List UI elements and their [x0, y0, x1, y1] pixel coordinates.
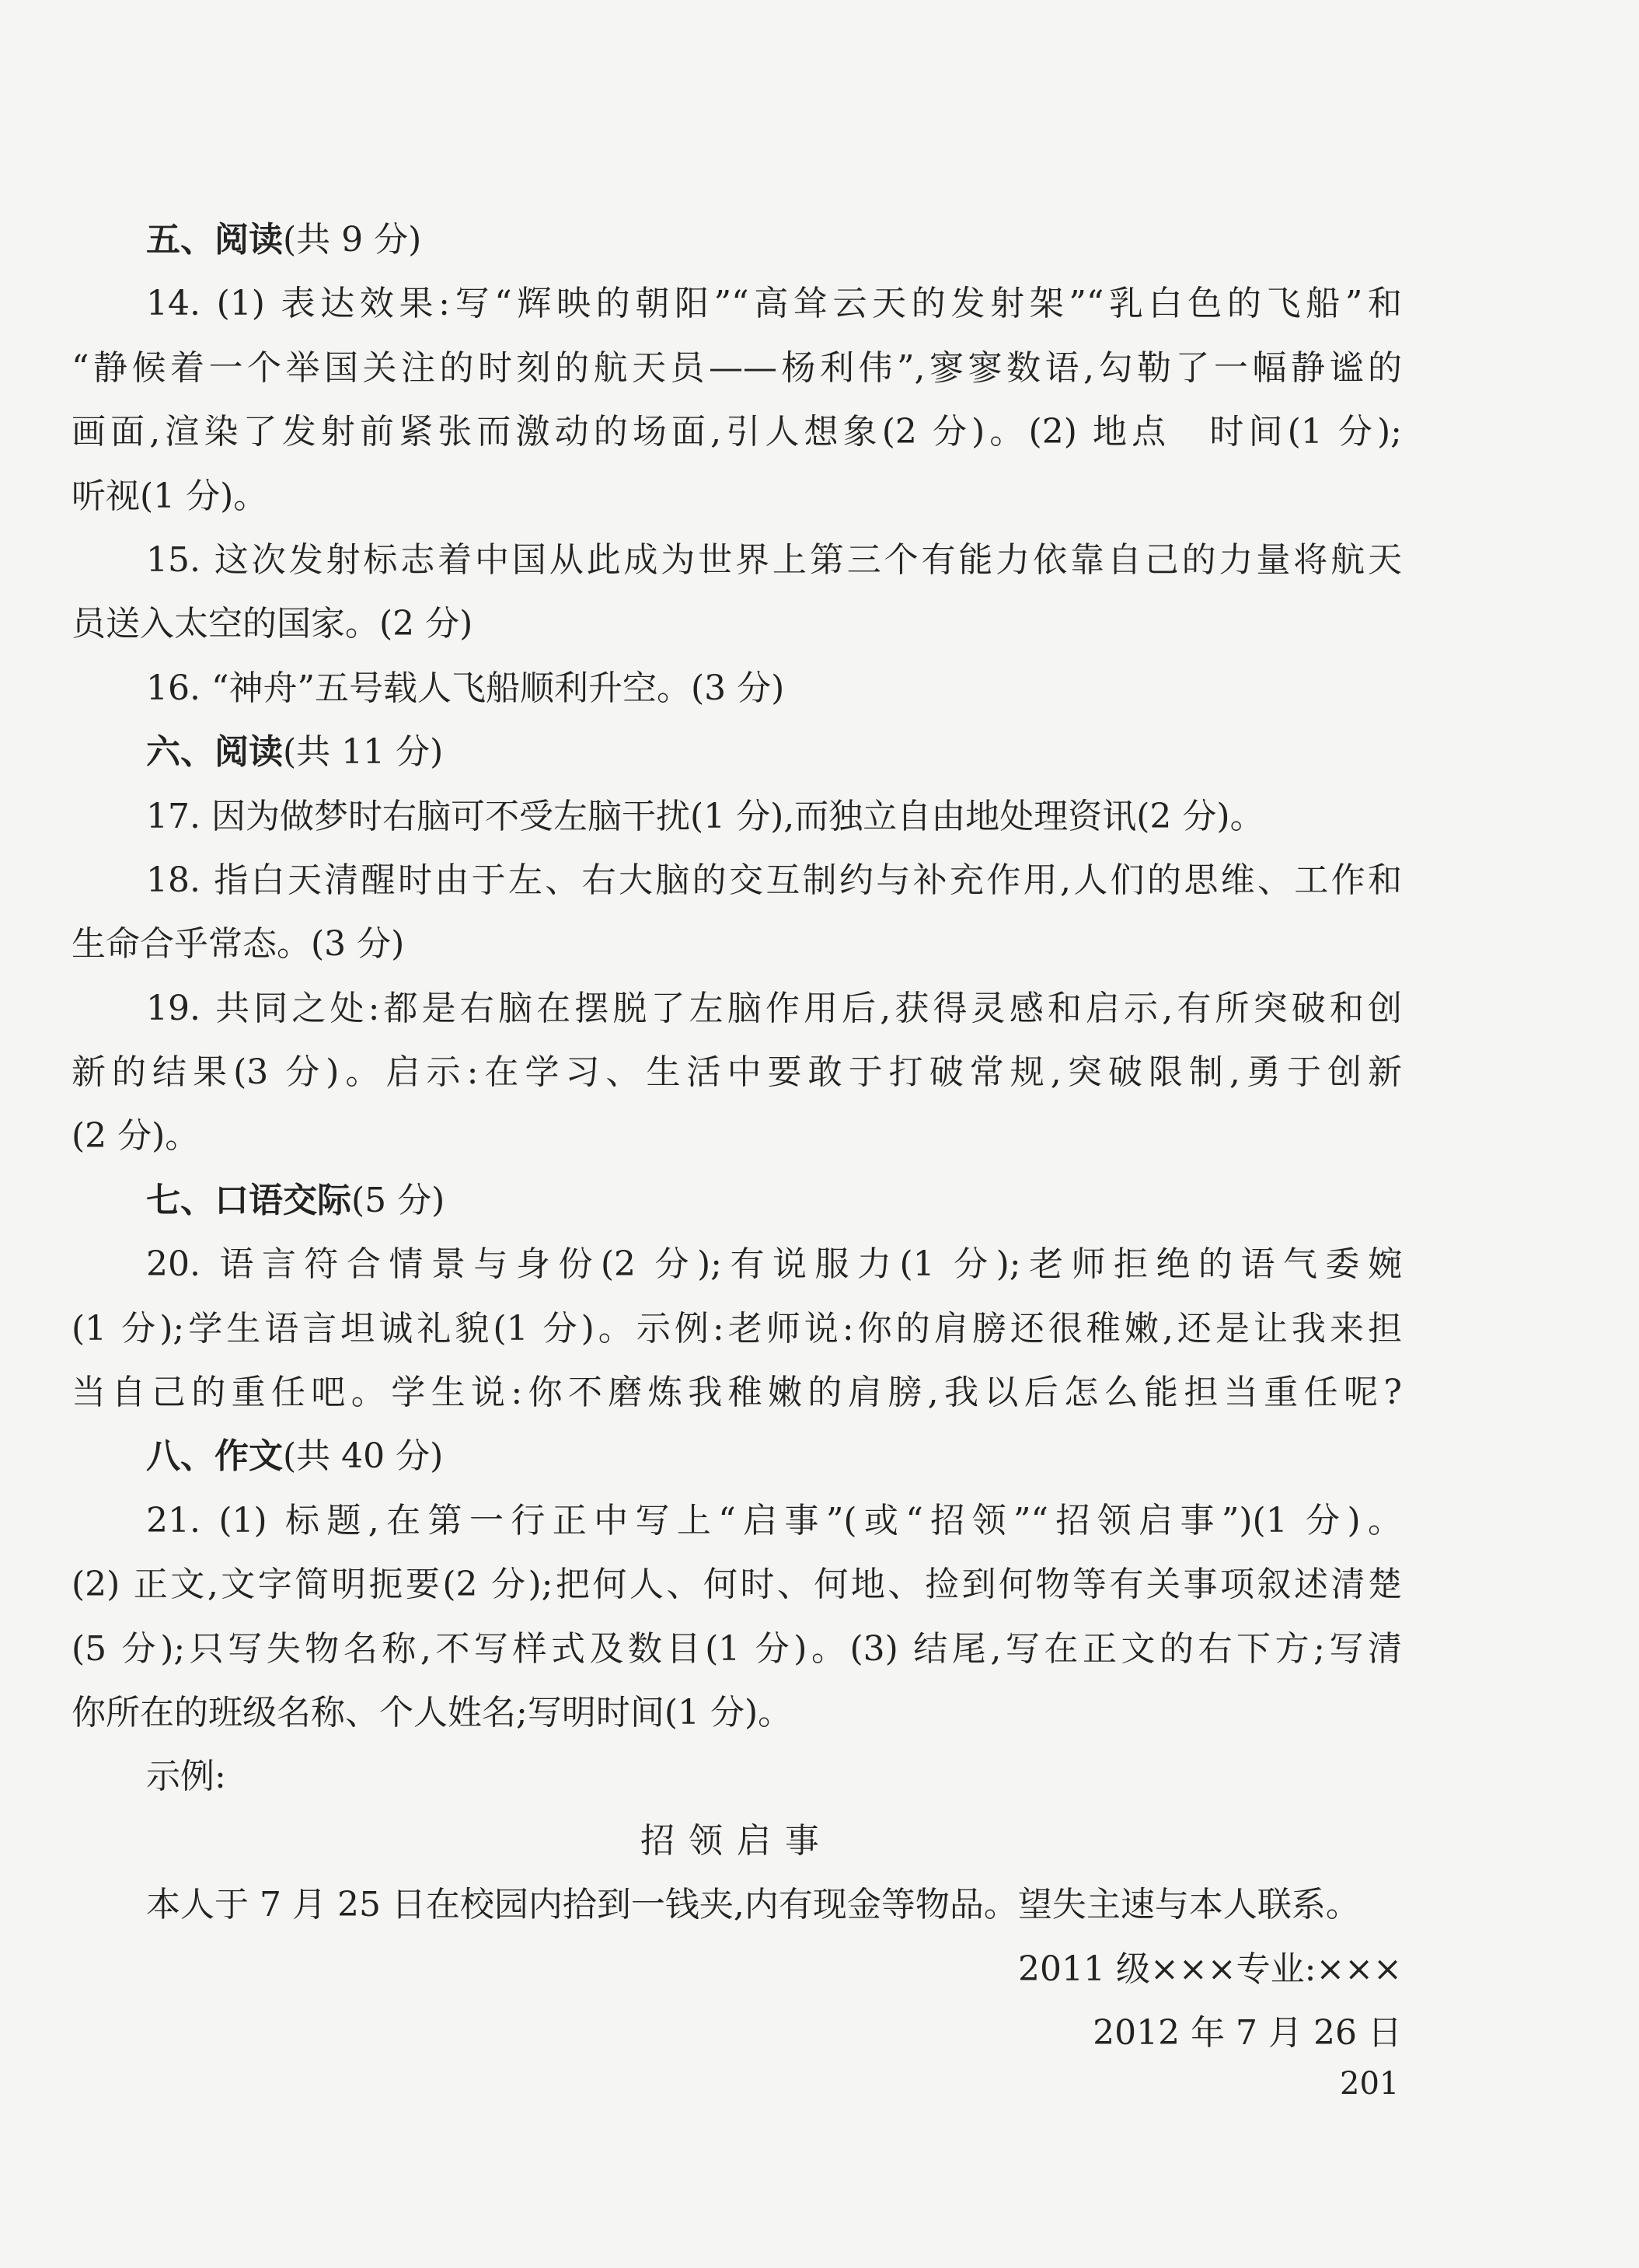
answer-line: 员送入太空的国家。(2 分) [71, 604, 473, 644]
answer-line: “静候着一个举国关注的时刻的航天员——杨利伟”,寥寥数语,勾勒了一幅静谧的 [71, 347, 1402, 388]
section-heading-5 [71, 208, 1402, 272]
answer-line: (1 分);学生语言坦诚礼貌(1 分)。示例:老师说:你的肩膀还很稚嫩,还是让我来担 [71, 1308, 1402, 1349]
answer-line: 听视(1 分)。 [71, 476, 268, 516]
answer-line: 20. 语言符合情景与身份(2 分);有说服力(1 分);老师拒绝的语气委婉 [146, 1244, 1402, 1285]
section-title: 七、口语交际 [146, 1180, 351, 1220]
answer-line: 新的结果(3 分)。启示:在学习、生活中要敢于打破常规,突破限制,勇于创新 [71, 1052, 1402, 1093]
answer-line: (5 分);只写失物名称,不写样式及数目(1 分)。(3) 结尾,写在正文的右下方;写清 [71, 1628, 1402, 1669]
answer-line: 你所在的班级名称、个人姓名;写明时间(1 分)。 [71, 1692, 793, 1732]
answer-line: 15. 这次发射标志着中国从此成为世界上第三个有能力依靠自己的力量将航天 [146, 539, 1402, 580]
section-heading-8 [71, 1425, 1402, 1488]
answer-content [71, 208, 1402, 2065]
section-heading-6 [71, 721, 1402, 784]
section-title: 六、阅读 [146, 732, 283, 773]
answer-line: 14. (1) 表达效果:写“辉映的朝阳”“高耸云天的发射架”“乳白色的飞船”和 [146, 284, 1402, 324]
section-points: (5 分) [351, 1180, 445, 1220]
section-points: (共 40 分) [283, 1436, 444, 1477]
answer-line: 当自己的重任吧。学生说:你不磨炼我稚嫩的肩膀,我以后怎么能担当重任呢? [71, 1373, 1402, 1413]
notice-title: 招领启事 [640, 1820, 833, 1861]
answer-line: 画面,渲染了发射前紧张而激动的场面,引人想象(2 分)。(2) 地点 时间(1 分); [71, 412, 1402, 452]
page-number: 201 [1340, 2066, 1400, 2102]
example-label: 示例: [146, 1757, 226, 1797]
section-points: (共 9 分) [283, 220, 422, 260]
answer-line: (2) 正文,文字简明扼要(2 分);把何人、何时、何地、捡到何物等有关事项叙述清楚 [71, 1565, 1402, 1605]
answer-line: 16. “神舟”五号载人飞船顺利升空。(3 分) [146, 668, 785, 708]
answer-line: 17. 因为做梦时右脑可不受左脑干扰(1 分),而独立自由地处理资讯(2 分)。 [146, 796, 1264, 836]
answer-line: 21. (1) 标题,在第一行正中写上“启事”(或“招领”“招领启事”)(1 分)。 [146, 1500, 1402, 1540]
notice-signature: 2011 级×××专业:××× [1018, 1949, 1402, 1989]
answer-line: 18. 指白天清醒时由于左、右大脑的交互制约与补充作用,人们的思维、工作和 [146, 860, 1402, 900]
section-points: (共 11 分) [283, 732, 444, 773]
notice-body: 本人于 7 月 25 日在校园内拾到一钱夹,内有现金等物品。望失主速与本人联系。 [146, 1885, 1360, 1925]
answer-line: 生命合乎常态。(3 分) [71, 924, 405, 965]
section-heading-7 [71, 1169, 1402, 1233]
section-title: 五、阅读 [146, 220, 283, 260]
notice-date: 2012 年 7 月 26 日 [1093, 2012, 1402, 2053]
section-title: 八、作文 [146, 1436, 283, 1477]
answer-line: 19. 共同之处:都是右脑在摆脱了左脑作用后,获得灵感和启示,有所突破和创 [146, 988, 1402, 1028]
answer-line: (2 分)。 [71, 1116, 200, 1157]
